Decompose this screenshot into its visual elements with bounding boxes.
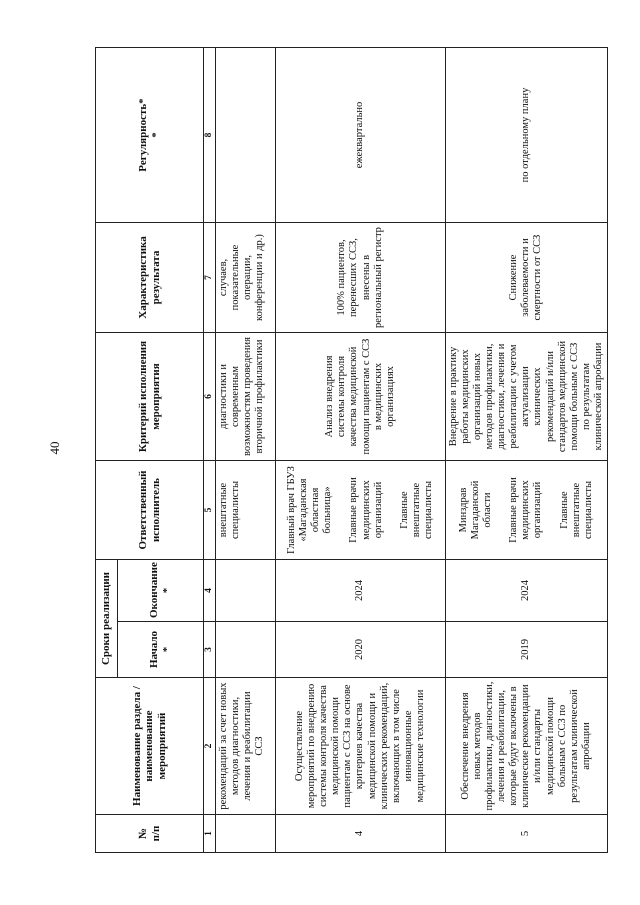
column-number: 6 <box>204 333 216 461</box>
executor-entry: Главные врачи медицинских организаций <box>508 477 544 543</box>
row-end: 2024 <box>276 560 446 622</box>
row-result: случаев, показательные операции, конференции и др.) <box>216 223 276 333</box>
row-name: рекомендаций за счет новых методов диагностики, лечения и реабилитации ССЗ <box>216 678 276 815</box>
column-number: 2 <box>204 678 216 815</box>
column-number: 1 <box>204 815 216 853</box>
row-result: 100% пациентов, перенесших ССЗ, внесены в региональный регистр <box>276 223 446 333</box>
row-regularity <box>216 48 276 223</box>
row-start: 2020 <box>276 622 446 678</box>
row-name: Обеспечение внедрения новых методов профилактики, диагностики, лечения и реабилитации, которые будут включены в клинические рекомендации и/или стандарты медицинской помощи больным с ССЗ по результатам клинической апробации <box>446 678 608 815</box>
executor-entry: Главные внештатные специалисты <box>558 480 594 540</box>
row-regularity: по отдельному плану <box>446 48 608 223</box>
header-result: Характеристика результата <box>96 223 204 333</box>
header-name: Наименование раздела /наименование мероприятий <box>96 678 204 815</box>
executor-entry: Минздрав Магаданской области <box>458 480 494 540</box>
row-end: 2024 <box>446 560 608 622</box>
row-end <box>216 560 276 622</box>
header-regularity: Регулярность* * <box>96 48 204 223</box>
executor-entry: Главные врачи медицинских организаций <box>348 477 384 543</box>
column-number: 5 <box>204 461 216 560</box>
rotated-table-container <box>95 48 605 853</box>
row-executor <box>216 461 276 560</box>
header-end: Окончание * <box>118 560 204 622</box>
column-number: 7 <box>204 223 216 333</box>
row-name: Осуществление мероприятий по внедрению системы контроля качества медицинской помощи пациентам с ССЗ на основе критериев качества медицинской помощи и клинических рекомендаций, включающих в том числе инновационные медицинские технологии <box>276 678 446 815</box>
column-number: 8 <box>204 48 216 223</box>
header-terms: Сроки реализации <box>96 560 118 678</box>
header-num: № п/п <box>96 815 204 853</box>
row-num: 5 <box>446 815 608 853</box>
row-num: 4 <box>276 815 446 853</box>
table-row <box>216 48 276 853</box>
row-criteria: диагностики и современным возможностям проведения вторичной профилактики <box>216 333 276 461</box>
executor-entry: внештатные специалисты <box>218 480 242 540</box>
header-start: Начало * <box>118 622 204 678</box>
row-start <box>216 622 276 678</box>
row-result: Снижение заболеваемости и смертности от ССЗ <box>446 223 608 333</box>
row-criteria: Анализ внедрения системы контроля качества медицинской помощи пациентам с ССЗ в медицинских организациях <box>276 333 446 461</box>
row-criteria: Внедрение в практику работы медицинских организаций новых методов профилактики, диагностики, лечения и реабилитации с учетом актуализации клинических рекомендаций и/или стандартов медицинской помощи больным с ССЗ по результатам клинической апробации <box>446 333 608 461</box>
table-row <box>446 48 608 853</box>
page-number: 40 <box>47 441 62 455</box>
row-num <box>216 815 276 853</box>
row-executor <box>446 461 608 560</box>
column-number: 3 <box>204 622 216 678</box>
row-start: 2019 <box>446 622 608 678</box>
executor-entry: Главный врач ГБУЗ «Магаданская областная больница» <box>286 466 334 554</box>
header-executor: Ответственный исполнитель <box>96 461 204 560</box>
executor-entry: Главные внештатные специалисты <box>398 480 434 540</box>
header-criteria: Критерий исполнения мероприятия <box>96 333 204 461</box>
row-executor <box>276 461 446 560</box>
measures-table <box>95 47 608 853</box>
row-regularity: ежеквартально <box>276 48 446 223</box>
table-row <box>276 48 446 853</box>
column-number: 4 <box>204 560 216 622</box>
